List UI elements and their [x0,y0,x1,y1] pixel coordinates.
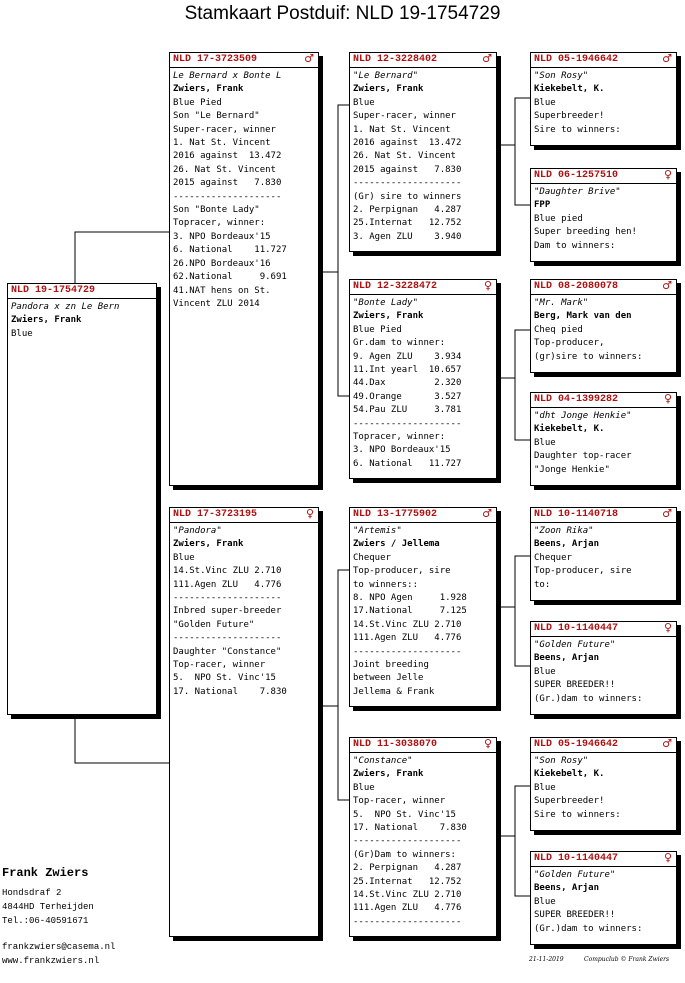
info-line: Chequer [534,552,572,563]
info-line: Blue Pied [353,324,402,335]
info-line: 9. Agen ZLU 3.934 [353,351,462,362]
sds-card [530,279,677,373]
info-line: 111.Agen ZLU 4.776 [173,579,282,590]
info-line: Blue [353,97,375,108]
info-line: 62.National 9.691 [173,272,287,283]
owner-name: Berg, Mark van den [534,311,632,322]
info-line: 6. National 11.727 [173,245,287,256]
info-line: 6. National 11.727 [353,458,462,469]
pigeon-name: "Bonte Lady" [353,298,419,308]
info-line: 25.Internat 12.752 [353,218,462,229]
male-icon: ♂ [482,52,492,65]
ring-number: NLD 10-1140718 [534,509,619,520]
info-line: 3. NPO Bordeaux'15 [353,445,451,456]
info-line: Blue [534,782,556,793]
info-line: 25.Internat 12.752 [353,876,462,887]
info-line: Inbred super-breeder [173,606,282,617]
info-line: 111.Agen ZLU 4.776 [353,903,462,914]
pigeon-name: "Constance" [353,756,413,766]
pigeon-name: "dht Jonge Henkie" [534,411,632,421]
info-line: Super-racer, winner [173,124,276,135]
breeder-email[interactable]: frankzwiers@casema.nl [2,942,116,952]
info-line: -------------------- [353,178,462,189]
info-line: 2015 against 7.830 [173,178,282,189]
ring-number: NLD 04-1399282 [534,394,619,405]
dam-card [169,507,319,937]
info-line: -------------------- [173,191,282,202]
sss-card [530,52,677,146]
ring-number: NLD 12-3228472 [353,281,438,292]
pigeon-name: "Le Bernard" [353,71,419,81]
female-icon: ♀ [663,392,672,405]
info-line: (gr)sire to winners: [534,351,643,362]
info-line: -------------------- [353,836,462,847]
info-line: Super breeding hen! [534,227,637,238]
info-line: 14.St.Vinc ZLU 2.710 [353,619,462,630]
male-icon: ♂ [662,507,672,520]
info-line: "Jonge Henkie" [534,464,610,475]
breeder-address: Hondsdraf 2 [2,888,62,898]
info-line: Son "Le Bernard" [173,111,260,122]
info-line: "Golden Future" [173,619,255,630]
info-line: Jellema & Frank [353,686,435,697]
info-line: 1. Nat St. Vincent [353,124,451,135]
owner-name: Zwiers, Frank [353,84,424,95]
info-line: Blue Pied [173,97,222,108]
owner-name: Zwiers / Jellema [353,539,440,550]
dss-card [530,507,677,601]
info-line: 26. Nat St. Vincent [353,151,456,162]
info-line: Blue [173,552,195,563]
subject-pigeon-card [7,283,157,715]
ring-number: NLD 05-1946642 [534,739,619,750]
info-line: Vincent ZLU 2014 [173,298,260,309]
info-line: -------------------- [173,633,282,644]
info-line: 14.St.Vinc ZLU 2.710 [353,890,462,901]
info-line: (Gr.)dam to winners: [534,923,643,934]
breeder-phone: Tel.:06-40591671 [2,916,89,926]
ring-number: NLD 11-3038070 [353,739,438,750]
info-line: 2016 against 13.472 [353,138,462,149]
ring-number: NLD 13-1775902 [353,509,438,520]
info-line: 49.Orange 3.527 [353,391,462,402]
info-line: -------------------- [173,593,282,604]
owner-name: Zwiers, Frank [173,539,244,550]
ring-number: NLD 12-3228402 [353,54,438,65]
info-line: SUPER BREEDER!! [534,680,616,691]
ring-number: NLD 10-1140447 [534,623,619,634]
info-line: Sire to winners: [534,809,621,820]
info-line: -------------------- [353,916,462,927]
info-line: 17.National 7.125 [353,606,467,617]
info-line: Top-racer, winner [353,796,446,807]
male-icon: ♂ [662,279,672,292]
info-line: 3. Agen ZLU 3.940 [353,231,462,242]
owner-name: Zwiers, Frank [353,311,424,322]
sire-card [169,52,319,486]
info-line: Top-producer, sire [534,566,632,577]
pigeon-name: "Golden Future" [534,870,616,880]
info-line: Top-producer, [534,338,605,349]
info-line: 111.Agen ZLU 4.776 [353,633,462,644]
info-line: Sire to winners: [534,124,621,135]
print-credit: Compuclub © Frank Zwiers [584,956,670,963]
info-line: Daughter "Constance" [173,646,282,657]
info-line: to winners:: [353,579,419,590]
info-line: (Gr.)dam to winners: [534,693,643,704]
info-line: 17. National 7.830 [353,823,467,834]
female-icon: ♀ [663,621,672,634]
owner-name: Zwiers, Frank [173,84,244,95]
ring-number: NLD 05-1946642 [534,54,619,65]
pigeon-name: "Mr. Mark" [534,298,589,308]
info-line: Superbreeder! [534,796,605,807]
info-line: between Jelle [353,673,424,684]
info-line: 1. Nat St. Vincent [173,138,271,149]
female-icon: ♀ [663,168,672,181]
female-icon: ♀ [663,851,672,864]
info-line: -------------------- [353,418,462,429]
dam-sire-card [349,507,497,707]
info-line: 2. Perpignan 4.287 [353,205,462,216]
ring-number: NLD 10-1140447 [534,853,619,864]
info-line: Cheq pied [534,324,583,335]
info-line: Top-producer, sire [353,566,451,577]
info-line: Chequer [353,552,391,563]
info-line: Blue [534,97,556,108]
info-line: Blue [534,896,556,907]
info-line: Joint breeding [353,660,429,671]
dam-dam-card [349,737,497,937]
male-icon: ♂ [662,737,672,750]
info-line: Superbreeder! [534,111,605,122]
pigeon-name: "Artemis" [353,526,402,536]
owner-name: FPP [534,200,551,211]
info-line: SUPER BREEDER!! [534,910,616,921]
info-line: 17. National 7.830 [173,686,287,697]
breeder-website[interactable]: www.frankzwiers.nl [2,956,100,966]
info-line: Gr.dam to winner: [353,338,446,349]
pigeon-name: "Son Rosy" [534,71,589,81]
page-title: Stamkaart Postduif: NLD 19-1754729 [184,3,501,24]
info-line: Daughter top-racer [534,451,632,462]
breeder-city: 4844HD Terheijden [2,902,94,912]
breeder-name: Frank Zwiers [2,866,89,880]
pigeon-name: "Son Rosy" [534,756,589,766]
ring-number: NLD 06-1257510 [534,170,619,181]
info-line: 3. NPO Bordeaux'15 [173,231,271,242]
ring-number: NLD 17-3723195 [173,509,258,520]
dsd-card [530,621,677,715]
pigeon-name: "Zoon Rika" [534,526,594,536]
dds-card [530,737,677,831]
owner-name: Kiekebelt, K. [534,84,605,95]
info-line: 54.Pau ZLU 3.781 [353,405,462,416]
pigeon-name: "Golden Future" [534,640,616,650]
ssd-card [530,168,677,262]
info-line: 11.Int yearl 10.657 [353,365,462,376]
info-line: 8. NPO Agen 1.928 [353,593,467,604]
info-line: 5. NPO St. Vinc'15 [353,809,456,820]
male-icon: ♂ [482,507,492,520]
info-line: 14.St.Vinc ZLU 2.710 [173,566,282,577]
info-line: Son "Bonte Lady" [173,205,260,216]
owner-name: Beens, Arjan [534,539,600,550]
info-line: Blue [534,437,556,448]
info-line: Topracer, winner: [353,432,446,443]
info-line: 2015 against 7.830 [353,164,462,175]
ddd-card [530,851,677,945]
female-icon: ♀ [483,737,492,750]
male-icon: ♂ [662,52,672,65]
info-line: 2016 against 13.472 [173,151,282,162]
info-line: Dam to winners: [534,240,616,251]
sire-sire-card [349,52,497,252]
ring-number: NLD 17-3723509 [173,54,258,65]
info-line: 41.NAT hens on St. [173,285,271,296]
owner-name: Kiekebelt, K. [534,424,605,435]
info-line: Super-racer, winner [353,111,456,122]
info-line: 2. Perpignan 4.287 [353,863,462,874]
info-line: 5. NPO St. Vinc'15 [173,673,276,684]
info-line: Top-racer, winner [173,660,266,671]
pigeon-name: "Pandora" [173,526,222,536]
owner-name: Beens, Arjan [534,883,600,894]
female-icon: ♀ [483,279,492,292]
info-line: (Gr) sire to winners [353,191,462,202]
info-line: Topracer, winner: [173,218,266,229]
pigeon-name: Pandora x zn Le Bern [11,302,120,312]
info-line: (Gr)Dam to winners: [353,849,456,860]
info-line: Blue [534,666,556,677]
sire-dam-card [349,279,497,479]
info-line: 44.Dax 2.320 [353,378,462,389]
pigeon-name: Le Bernard x Bonte L [173,71,282,81]
female-icon: ♀ [305,507,314,520]
owner-name: Zwiers, Frank [353,769,424,780]
info-line: -------------------- [353,646,462,657]
info-line: Blue pied [534,213,583,224]
male-icon: ♂ [304,52,314,65]
info-line: Blue [353,782,375,793]
ring-number: NLD 19-1754729 [11,285,96,296]
pigeon-name: "Daughter Brive" [534,187,621,197]
info-line: 26.NPO Bordeaux'16 [173,258,271,269]
info-line: Blue [11,328,33,339]
info-line: 26. Nat St. Vincent [173,164,276,175]
owner-name: Beens, Arjan [534,653,600,664]
owner-name: Kiekebelt, K. [534,769,605,780]
print-date: 21-11-2019 [529,956,564,963]
ring-number: NLD 08-2080078 [534,281,619,292]
sdd-card [530,392,677,486]
owner-name: Zwiers, Frank [11,315,82,326]
info-line: to: [534,579,551,590]
